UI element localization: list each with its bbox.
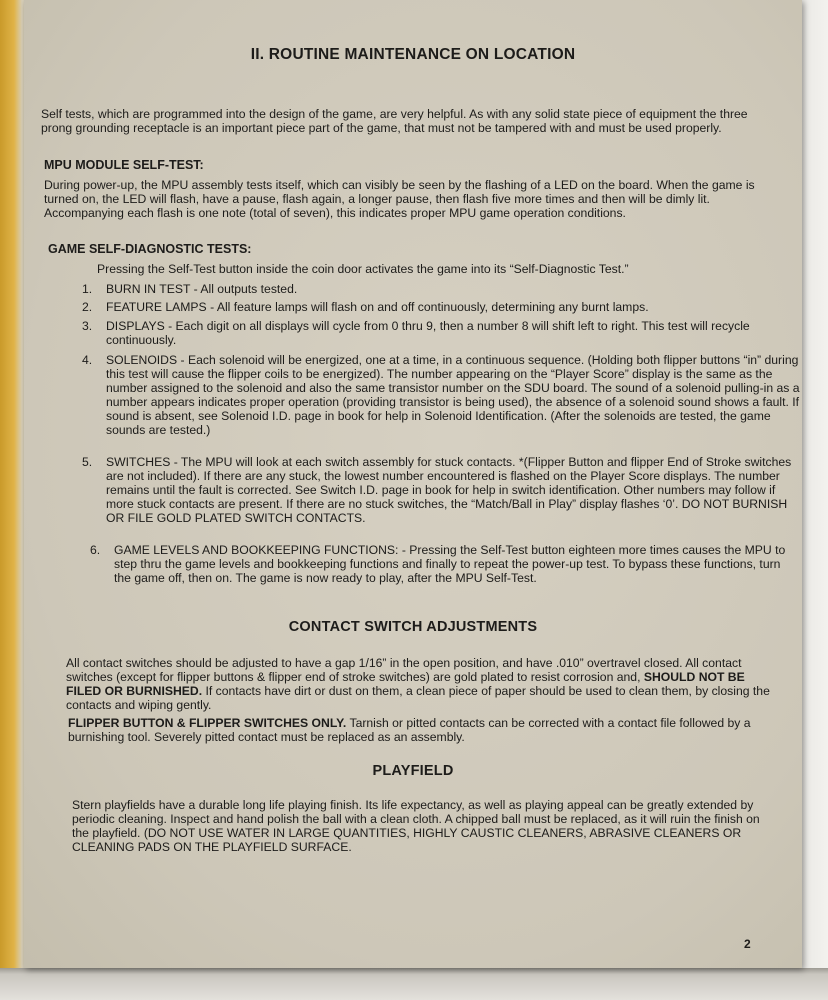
diag-item-number: 2. (82, 300, 93, 314)
diag-item-text: SWITCHES - The MPU will look at each switch assembly for stuck contacts. *(Flipper Button and flipper End of Stroke switches are not included). If there are any stuck, the lowest number encountered is flashed on the Player Score displays. The number remains until the fault is corrected. See Switch I.D. page in book for help in switch identification. Other numbers may follow if more stuck contacts are present. If there are no stuck switches, the “Match/Ball in Play” display flashes ‘0’. DO NOT BURNISH OR FILE GOLD PLATED SWITCH CONTACTS. (106, 455, 792, 525)
contact-text: If contacts have dirt or dust on them, a clean piece of paper should be used to clean them, by closing the contacts and wiping gently. (66, 684, 770, 712)
manual-page (24, 0, 802, 968)
diag-item-number: 6. (90, 543, 101, 557)
diag-item (82, 455, 800, 525)
diag-item-text: DISPLAYS - Each digit on all displays will cycle from 0 thru 9, then a number 8 will shift left to right. This test will recycle continuously. (106, 319, 750, 347)
diag-item-number: 5. (82, 455, 93, 469)
diag-item (82, 353, 800, 437)
diag-lead: Pressing the Self-Test button inside the coin door activates the game into its “Self-Diagnostic Test.” (97, 262, 629, 276)
diag-item-text: SOLENOIDS - Each solenoid will be energized, one at a time, in a continuous sequence. (Holding both flipper buttons “in” during this test will cause the flipper coils to be energized). The number appearing on the “Player Score” display is the same as the number assigned to the solenoid and also the same transistor number on the SDU board. The sound of a solenoid pulling-in as a number appears indicates proper operation (providing transistor is being used), the absence of a solenoid sound shows a fault. If sound is absent, see Solenoid I.D. page in book for help in Solenoid Identification. (After the solenoids are tested, the game sounds are tested.) (106, 353, 800, 437)
diag-item-number: 3. (82, 319, 93, 333)
flipper-paragraph (68, 716, 772, 744)
section-title: II. ROUTINE MAINTENANCE ON LOCATION (250, 46, 576, 63)
flipper-heading: FLIPPER BUTTON & FLIPPER SWITCHES ONLY. (68, 716, 347, 730)
diag-item (82, 300, 798, 314)
mpu-heading: MPU MODULE SELF-TEST: (44, 158, 204, 172)
diag-item (90, 543, 798, 585)
playfield-heading: PLAYFIELD (372, 763, 454, 779)
diag-item (82, 282, 778, 296)
table-surface (0, 968, 828, 1000)
contact-text: All contact switches should be adjusted to have a gap 1/16” in the open position, and have .010” overtravel closed. All contact switches (except for flipper buttons & flipper end of stroke switches) are gold plated to resist corrosion and, (66, 656, 742, 684)
diag-item (82, 319, 798, 347)
diag-item-text: BURN IN TEST - All outputs tested. (106, 282, 298, 296)
page-number: 2 (744, 937, 751, 951)
diag-item-text: FEATURE LAMPS - All feature lamps will flash on and off continuously, determining any burnt lamps. (106, 300, 649, 314)
diag-item-number: 4. (82, 353, 93, 367)
playfield-paragraph: Stern playfields have a durable long life playing finish. Its life expectancy, as well as playing appeal can be greatly extended by periodic cleaning. Inspect and hand polish the ball with a clean cloth. A chipped ball must be replaced, as it will ruin the finish on the playfield. (DO NOT USE WATER IN LARGE QUANTITIES, HIGHLY CAUSTIC CLEANERS, ABRASIVE CLEANERS OR CLEANING PADS ON THE PLAYFIELD SURFACE. (72, 798, 760, 854)
contact-warning: SHOULD NOT BE FILED OR BURNISHED. (66, 670, 745, 698)
flipper-text: Tarnish or pitted contacts can be corrected with a contact file followed by a burnishing tool. Severely pitted contact must be replaced as an assembly. (68, 716, 751, 744)
contact-heading: CONTACT SWITCH ADJUSTMENTS (288, 619, 538, 635)
diag-heading: GAME SELF-DIAGNOSTIC TESTS: (48, 242, 252, 256)
diag-item-number: 1. (82, 282, 93, 296)
mpu-paragraph: During power-up, the MPU assembly tests itself, which can visibly be seen by the flashing of a LED on the board. When the game is turned on, the LED will flash, have a pause, flash again, a longer pause, then flash five more times and then will be dimly lit. Accompanying each flash is one note (total of seven), this indicates proper MPU game operation conditions. (44, 178, 755, 220)
diag-item-text: GAME LEVELS AND BOOKKEEPING FUNCTIONS: - Pressing the Self-Test button eighteen more times causes the MPU to step thru the game levels and bookkeeping functions and finally to repeat the power-up test. To bypass these functions, turn the game off, then on. The game is now ready to play, after the MPU Self-Test. (114, 543, 786, 585)
intro-paragraph: Self tests, which are programmed into the design of the game, are very helpful. As with any solid state piece of equipment the three prong grounding receptacle is an important piece part of the game, that must not be tampered with and must be used properly. (41, 107, 748, 135)
contact-paragraph (66, 656, 770, 712)
